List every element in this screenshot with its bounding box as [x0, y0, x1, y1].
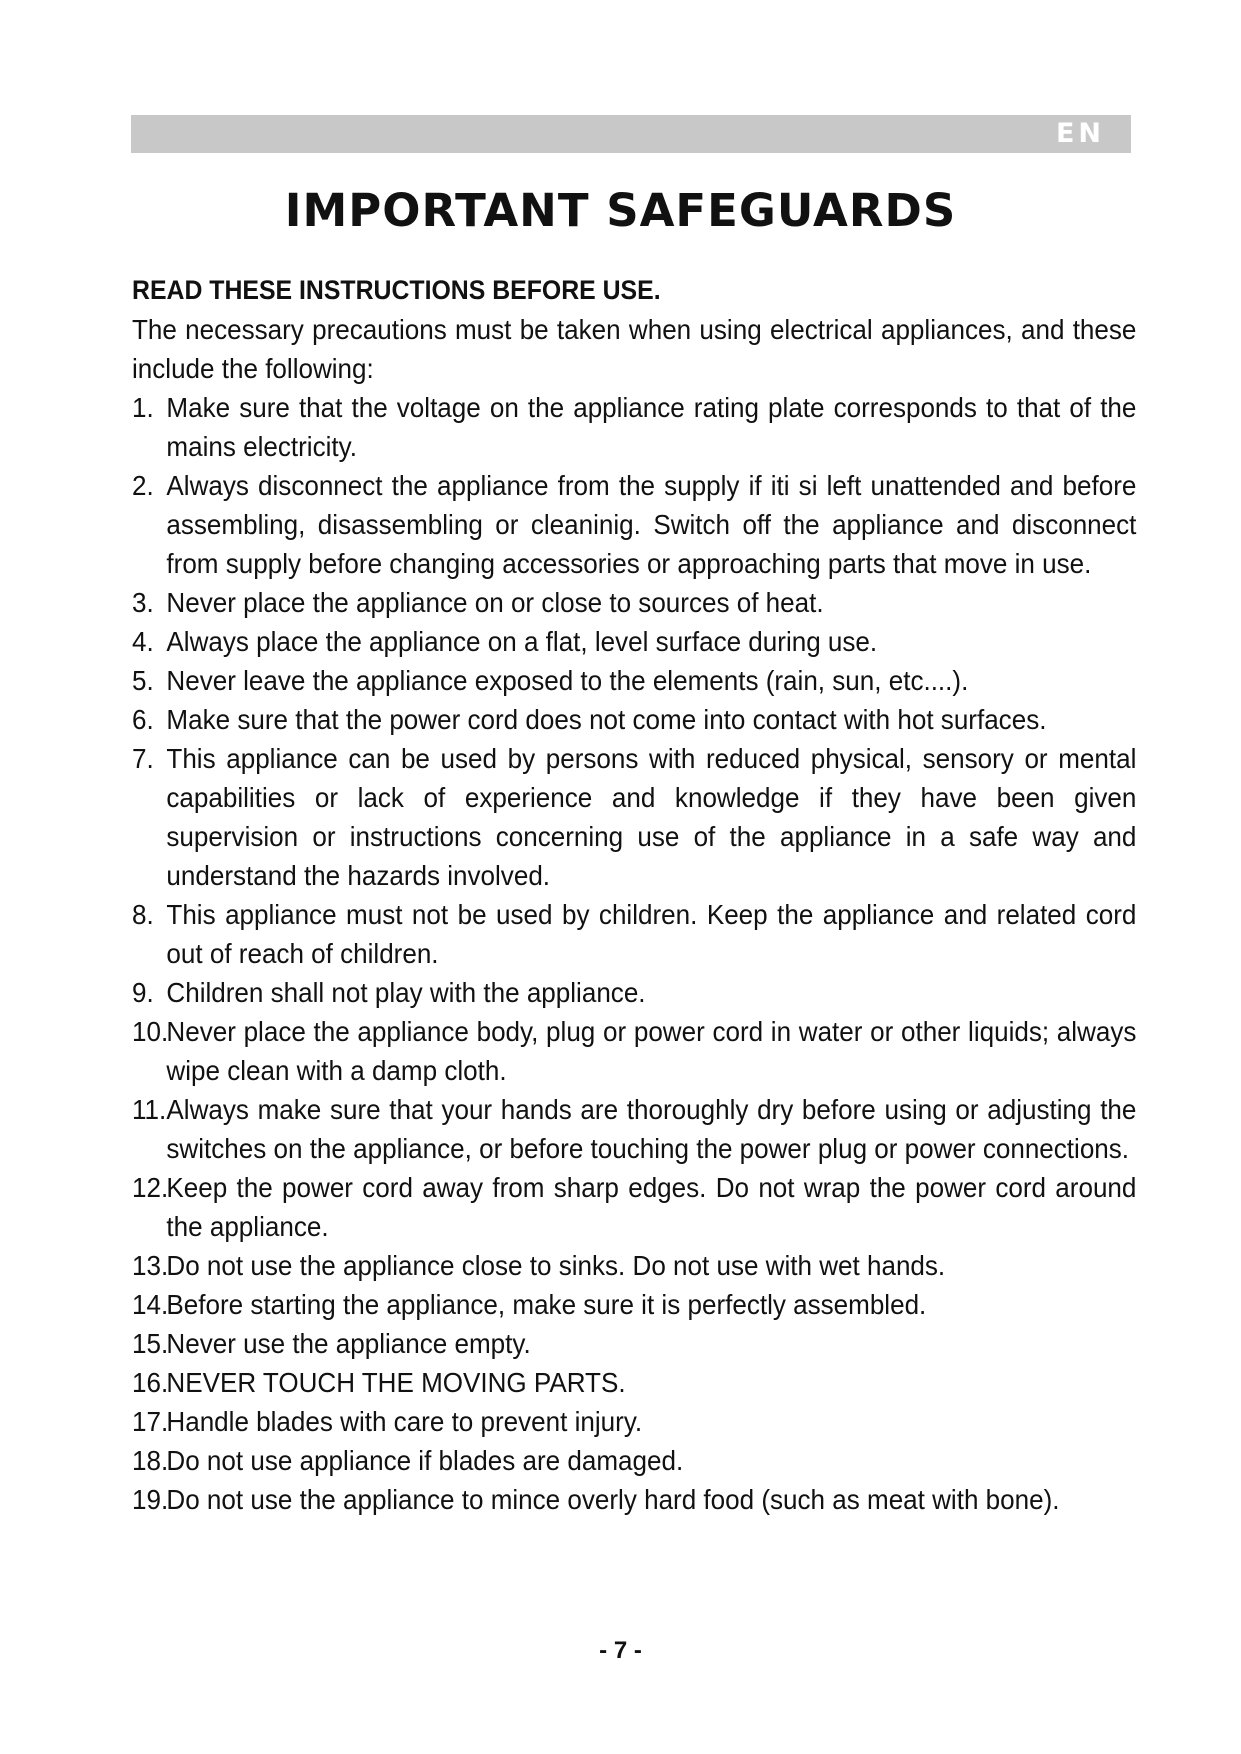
item-text: Children shall not play with the appliance.	[166, 977, 646, 1008]
item-text: Make sure that the voltage on the appliance rating plate corresponds to that of the mains electricity.	[166, 392, 1137, 462]
page-number: - 7 -	[599, 1637, 642, 1664]
item-number: 18.	[132, 1445, 169, 1476]
item-text: Always place the appliance on a flat, level surface during use.	[166, 626, 878, 657]
item-number: 17.	[132, 1406, 169, 1437]
item-number: 2.	[132, 470, 154, 501]
page-title: IMPORTANT SAFEGUARDS	[284, 184, 957, 237]
safeguard-item	[132, 1012, 1136, 1090]
safeguard-item	[132, 661, 1136, 700]
item-text: Do not use appliance if blades are damaged.	[166, 1445, 684, 1476]
safeguard-item	[132, 1324, 1136, 1363]
safeguards-content	[132, 270, 1142, 1519]
item-text: Never place the appliance on or close to sources of heat.	[166, 587, 824, 618]
language-code: EN	[1055, 118, 1105, 149]
safeguard-item	[132, 1285, 1136, 1324]
item-number: 4.	[132, 626, 154, 657]
safeguard-item	[132, 1402, 1136, 1441]
item-number: 12.	[132, 1172, 169, 1203]
safeguard-item	[132, 1168, 1136, 1246]
safeguard-item	[132, 466, 1136, 583]
item-number: 11.	[132, 1094, 167, 1125]
safeguard-item	[132, 1480, 1136, 1519]
safeguard-item	[132, 388, 1136, 466]
item-text: Do not use the appliance to mince overly hard food (such as meat with bone).	[166, 1484, 1060, 1515]
item-number: 13.	[132, 1250, 169, 1281]
item-number: 6.	[132, 704, 154, 735]
item-number: 10.	[132, 1016, 169, 1047]
safeguard-item	[132, 739, 1136, 895]
safeguard-item	[132, 1090, 1136, 1168]
item-number: 5.	[132, 665, 154, 696]
safeguard-item	[132, 622, 1136, 661]
item-text: This appliance can be used by persons with reduced physical, sensory or mental capabilities or lack of experience and knowledge if they have been given supervision or instructions concerning use of the appliance in a safe way and understand the hazards involved.	[166, 743, 1137, 891]
safeguard-item	[132, 1441, 1136, 1480]
safeguard-item	[132, 1363, 1136, 1402]
item-number: 7.	[132, 743, 154, 774]
safeguard-item	[132, 1246, 1136, 1285]
item-text: Handle blades with care to prevent injury.	[166, 1406, 643, 1437]
safeguard-item	[132, 700, 1136, 739]
instructions-heading: READ THESE INSTRUCTIONS BEFORE USE.	[132, 275, 661, 305]
item-number: 14.	[132, 1289, 169, 1320]
language-bar	[131, 115, 1131, 153]
item-number: 1.	[132, 392, 154, 423]
item-text: Always make sure that your hands are thoroughly dry before using or adjusting the switches on the appliance, or before touching the power plug or power connections.	[166, 1094, 1137, 1164]
safeguard-item	[132, 973, 1136, 1012]
item-text: This appliance must not be used by children. Keep the appliance and related cord out of reach of children.	[166, 899, 1137, 969]
item-text: Before starting the appliance, make sure it is perfectly assembled.	[166, 1289, 927, 1320]
safeguard-list	[132, 388, 1142, 1519]
safeguard-item	[132, 895, 1136, 973]
intro-paragraph: The necessary precautions must be taken when using electrical appliances, and these include the following:	[132, 314, 1137, 384]
item-text: NEVER TOUCH THE MOVING PARTS.	[166, 1367, 626, 1398]
item-number: 16.	[132, 1367, 169, 1398]
item-number: 15.	[132, 1328, 169, 1359]
item-text: Never place the appliance body, plug or power cord in water or other liquids; always wipe clean with a damp cloth.	[166, 1016, 1137, 1086]
item-text: Make sure that the power cord does not come into contact with hot surfaces.	[166, 704, 1047, 735]
item-text: Do not use the appliance close to sinks. Do not use with wet hands.	[166, 1250, 946, 1281]
item-text: Never use the appliance empty.	[166, 1328, 531, 1359]
item-text: Keep the power cord away from sharp edges. Do not wrap the power cord around the appliance.	[166, 1172, 1137, 1242]
item-number: 9.	[132, 977, 154, 1008]
item-text: Always disconnect the appliance from the supply if iti si left unattended and before assembling, disassembling or cleaninig. Switch off the appliance and disconnect from supply before changing accessories or approaching parts that move in use.	[166, 470, 1137, 579]
item-text: Never leave the appliance exposed to the elements (rain, sun, etc....).	[166, 665, 969, 696]
item-number: 8.	[132, 899, 154, 930]
item-number: 3.	[132, 587, 154, 618]
item-number: 19.	[132, 1484, 169, 1515]
safeguard-item	[132, 583, 1136, 622]
